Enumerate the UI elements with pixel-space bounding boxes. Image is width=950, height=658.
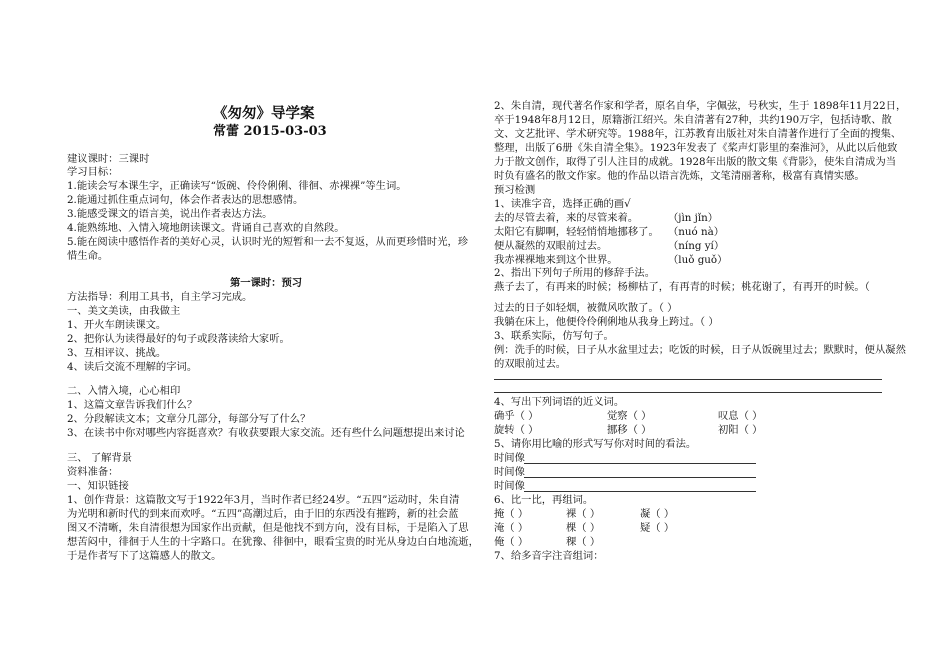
q1-sentence: 便从凝然的双眼前过去。 bbox=[494, 240, 608, 252]
background-line: 为光明和新时代的到来而欢呼。“五四”高潮过后，由于旧的东西没有摧跨，新的社会蓝 bbox=[67, 508, 459, 520]
q4-cell[interactable]: 旋转（ ） bbox=[494, 424, 539, 436]
q4-cell[interactable]: 觉察（ ） bbox=[607, 410, 652, 422]
q1-pinyin-choice[interactable]: （jìn jǐn） bbox=[668, 212, 719, 224]
goal-item: 1.能读会写本课生字，正确读写“饭碗、伶伶俐俐、徘徊、赤裸裸”等生词。 bbox=[67, 180, 407, 192]
bio-line: 整理，出版了6册《朱自清全集》。1923年发表了《桨声灯影里的秦淮河》，从此以后他致 bbox=[494, 142, 898, 154]
goal-item: 5.能在阅读中感悟作者的美好心灵，认识时光的短暂和一去不复返，从而更珍惜时光，珍 bbox=[67, 236, 469, 248]
q4-cell[interactable]: 初阳（ ） bbox=[718, 424, 763, 436]
question-5: 5、请你用比喻的形式写写你对时间的看法。 bbox=[494, 438, 697, 450]
q4-cell[interactable]: 确乎（ ） bbox=[494, 410, 539, 422]
bio-line: 力于散文创作，取得了引人注目的成就。1928年出版的散文集《背影》，使朱自清成为当 bbox=[494, 156, 897, 168]
question-7: 7、给多音字注音组词： bbox=[494, 550, 604, 562]
goal-item: 惜生命。 bbox=[67, 250, 109, 262]
goal-item: 2.能通过抓住重点词句，体会作者表达的思想感情。 bbox=[67, 194, 304, 206]
answer-line[interactable] bbox=[494, 392, 882, 393]
q4-cell[interactable]: 挪移（ ） bbox=[607, 424, 652, 436]
lesson1-heading: 第一课时：预习 bbox=[230, 277, 303, 289]
q2-sentence: 过去的日子如轻烟，被微风吹散了。（ ） bbox=[494, 302, 678, 314]
preview-check-heading: 预习检测 bbox=[494, 184, 536, 196]
answer-line[interactable] bbox=[524, 491, 756, 492]
bio-line: 2、朱自清，现代著名作家和学者，原名自华，字佩弦，号秋实，生于 1898年11月22日， bbox=[494, 100, 907, 112]
q1-pinyin-choice[interactable]: （luǒ guǒ） bbox=[668, 254, 728, 266]
goal-item: 4.能熟练地、入情入境地朗读课文。背诵自己喜欢的自然段。 bbox=[67, 222, 345, 234]
answer-line[interactable] bbox=[494, 379, 882, 380]
question-6: 6、比一比，再组词。 bbox=[494, 494, 594, 506]
background-line: 想苦闷中，徘徊于人生的十字路口。在犹豫、徘徊中，眼看宝贵的时光从身边白白地流逝， bbox=[67, 536, 479, 548]
question-3: 3、联系实际，仿写句子。 bbox=[494, 330, 614, 342]
materials-label: 资料准备： bbox=[67, 466, 119, 478]
method-guide: 方法指导：利用工具书，自主学习完成。 bbox=[67, 291, 253, 303]
q1-sentence: 去的尽管去着，来的尽管来着。 bbox=[494, 212, 639, 224]
answer-line[interactable] bbox=[524, 477, 756, 478]
background-line: 图又不清晰，朱自清很想为国家作出贡献，但是他找不到方向，没有目标，于是陷入了思 bbox=[67, 522, 469, 534]
bio-line: 文、文艺批评、学术研究等。1988年，江苏教育出版社对朱自清著作进行了全面的搜集、 bbox=[494, 128, 902, 140]
list-item: 3、互相评议、挑战。 bbox=[67, 347, 167, 359]
q6-cell[interactable]: 稞（ ） bbox=[566, 536, 601, 548]
part2-heading: 二、入情入境，心心相印 bbox=[67, 385, 181, 397]
answer-line[interactable] bbox=[524, 463, 756, 464]
question-4: 4、写出下列词语的近义词。 bbox=[494, 396, 625, 408]
q5-prefix: 时间像 bbox=[494, 480, 525, 492]
q6-cell[interactable]: 掩（ ） bbox=[494, 508, 529, 520]
question-2: 2、指出下列句子所用的修辞手法。 bbox=[494, 267, 656, 279]
list-item: 1、这篇文章告诉我们什么？ bbox=[67, 399, 198, 411]
list-item: 2、分段解读文本；文章分几部分，每部分写了什么？ bbox=[67, 413, 311, 425]
background-line: 1、创作背景：这篇散文写于1922年3月，当时作者已经24岁。“五四”运动时，朱自清 bbox=[67, 494, 460, 506]
q2-sentence: 燕子去了，有再来的时候；杨柳枯了，有再青的时候；桃花谢了，有再开的时候。（ bbox=[494, 281, 870, 293]
part1-heading: 一、美文美读，由我做主 bbox=[67, 305, 181, 317]
q5-prefix: 时间像 bbox=[494, 466, 525, 478]
q6-cell[interactable]: 裸（ ） bbox=[566, 508, 601, 520]
q1-sentence: 我赤裸裸地来到这个世界。 bbox=[494, 254, 618, 266]
q6-cell[interactable]: 疑（ ） bbox=[640, 522, 675, 534]
list-item: 1、开火车朗读课文。 bbox=[67, 319, 167, 331]
q3-example: 的双眼前过去。 bbox=[494, 358, 567, 370]
list-item: 2、把你认为读得最好的句子或段落读给大家听。 bbox=[67, 333, 290, 345]
author-date: 常蕾 2015-03-03 bbox=[213, 124, 327, 139]
list-item: 4、读后交流不理解的字词。 bbox=[67, 361, 198, 373]
q6-cell[interactable]: 棵（ ） bbox=[566, 522, 601, 534]
page-title: 《匆匆》导学案 bbox=[213, 105, 315, 122]
suggested-hours: 建议课时：三课时 bbox=[67, 153, 150, 165]
q6-cell[interactable]: 俺（ ） bbox=[494, 536, 529, 548]
q4-cell[interactable]: 叹息（ ） bbox=[718, 410, 763, 422]
q6-cell[interactable]: 淹（ ） bbox=[494, 522, 529, 534]
goals-heading: 学习目标： bbox=[67, 166, 119, 178]
bio-line: 时负有盛名的散文作家。他的作品以语言洗炼，文笔清丽著称，极富有真情实感。 bbox=[494, 170, 865, 182]
bio-line: 卒于1948年8月12日，原籍浙江绍兴。朱自清著有27种，共约190万字，包括诗歌、散 bbox=[494, 114, 892, 126]
question-1: 1、读准字音，选择正确的画√ bbox=[494, 198, 631, 210]
knowledge-link: 一、知识链接 bbox=[67, 480, 129, 492]
list-item: 3、在读书中你对哪些内容挺喜欢？有收获要跟大家交流。还有些什么问题想提出来讨论 bbox=[67, 427, 465, 439]
q2-sentence: 我躺在床上，他便伶伶俐俐地从我身上跨过。（ ） bbox=[494, 316, 719, 328]
q3-example: 例：洗手的时候，日子从水盆里过去；吃饭的时候，日子从饭碗里过去；默默时，便从凝然 bbox=[494, 344, 906, 356]
part3-heading: 三、 了解背景 bbox=[67, 452, 133, 464]
q1-sentence: 太阳它有脚啊，轻轻悄悄地挪移了。 bbox=[494, 226, 659, 238]
goal-item: 3.能感受课文的语言美，说出作者表达方法。 bbox=[67, 208, 273, 220]
background-line: 于是作者写下了这篇感人的散文。 bbox=[67, 550, 222, 562]
q6-cell[interactable]: 凝（ ） bbox=[640, 508, 675, 520]
q1-pinyin-choice[interactable]: （nuó nà） bbox=[668, 226, 725, 238]
q5-prefix: 时间像 bbox=[494, 452, 525, 464]
q1-pinyin-choice[interactable]: （níng yí） bbox=[668, 240, 725, 252]
